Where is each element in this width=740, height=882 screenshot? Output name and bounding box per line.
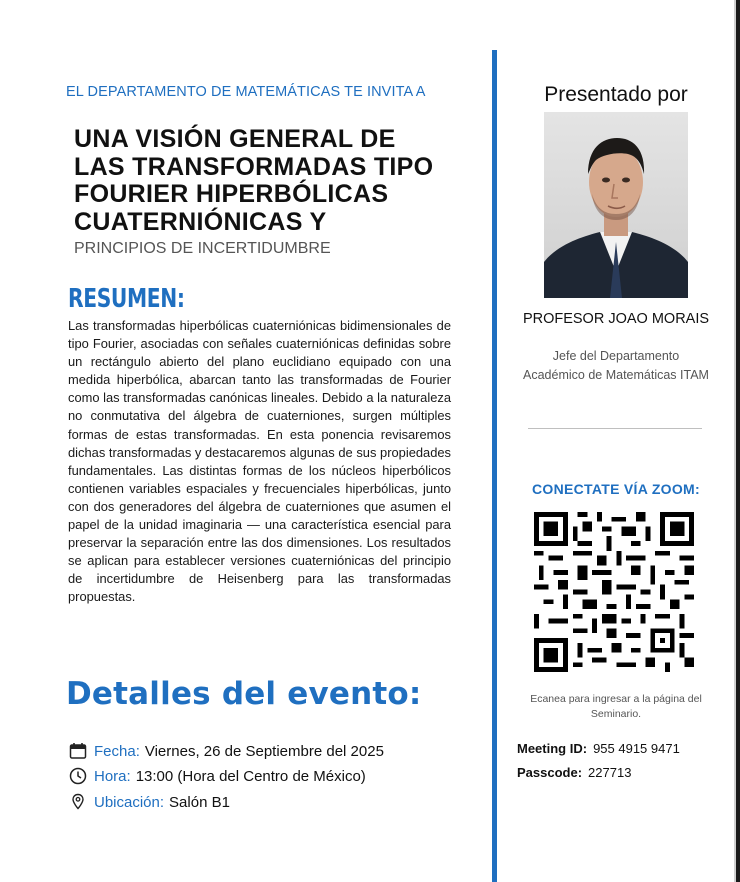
ubicacion-label: Ubicación: (94, 793, 165, 811)
ubicacion-value: Salón B1 (169, 793, 230, 811)
role-line: Académico de Matemáticas ITAM (523, 368, 709, 382)
page-edge (736, 0, 740, 882)
title-line: LAS TRANSFORMADAS TIPO (74, 152, 434, 181)
fecha-value: Viernes, 26 de Septiembre del 2025 (144, 742, 384, 760)
title-line: FOURIER HIPERBÓLICAS (74, 180, 389, 208)
passcode-row (517, 765, 631, 780)
presented-by-heading: Presentado por (544, 83, 688, 106)
details-heading: Detalles del evento: (66, 676, 422, 712)
ubicacion-row (68, 792, 230, 812)
scan-instructions: Ecanea para ingresar a la página del Seminario. (530, 693, 702, 720)
meeting-id-row (517, 741, 680, 756)
resumen-heading: RESUMEN: (68, 284, 185, 314)
meeting-id-value: 955 4915 9471 (593, 741, 680, 756)
location-pin-icon (68, 792, 88, 812)
speaker-photo (544, 112, 688, 298)
hora-value: 13:00 (Hora del Centro de México) (135, 767, 366, 785)
abstract-text: Las transformadas hiperbólicas cuaterniónicas bidimensionales de tipo Fourier, asociadas con señales cuaterniónicas definidas sobre un rectángulo abierto del plano euclidiano equipado con una medida hiperbólica, abarcan tanto las transformadas de Fourier como las transformadas canónicas lineales. Debido a la naturaleza no conmutativa del álgebra de cuaterniones, surgen múltiples formas de estas transformadas. En esta ponencia revisaremos dichas transformadas y destacaremos algunas de sus propiedades fundamentales. Las distintas formas de los núcleos hiperbólicos contienen variables espaciales y frecuenciales hiperbólicas, junto con dos generadores del álgebra de cuaterniones que asumen el papel de la unidad imaginaria — una característica esencial para preservar la separación entre las dos dimensiones. Los resultados se aplican para establecer versiones cuaterniónicas del principio de incertidumbre de Heisenberg para las transformadas propuestas. (68, 318, 451, 605)
talk-subtitle: PRINCIPIOS DE INCERTIDUMBRE (74, 240, 331, 257)
zoom-qr-code[interactable] (534, 512, 694, 672)
title-line: CUATERNIÓNICAS Y (74, 207, 327, 236)
section-divider (528, 428, 702, 429)
passcode-value: 227713 (588, 765, 632, 780)
vertical-divider (492, 50, 497, 882)
calendar-icon (68, 741, 88, 761)
invite-line: EL DEPARTAMENTO DE MATEMÁTICAS TE INVITA A (66, 84, 426, 100)
passcode-label: Passcode: (517, 765, 583, 780)
hora-label: Hora: (94, 767, 131, 785)
fecha-row (68, 741, 384, 761)
role-line: Jefe del Departamento (552, 349, 680, 363)
clock-icon (68, 766, 88, 786)
meeting-id-label: Meeting ID: (517, 741, 588, 756)
fecha-label: Fecha: (94, 742, 140, 760)
title-line: UNA VISIÓN GENERAL DE (74, 125, 396, 153)
hora-row (68, 766, 366, 786)
speaker-role (500, 347, 732, 385)
speaker-name: PROFESOR JOAO MORAIS (522, 311, 710, 327)
talk-title (74, 126, 474, 236)
zoom-heading: CONECTATE VÍA ZOOM: (532, 481, 700, 497)
right-column (500, 0, 736, 882)
